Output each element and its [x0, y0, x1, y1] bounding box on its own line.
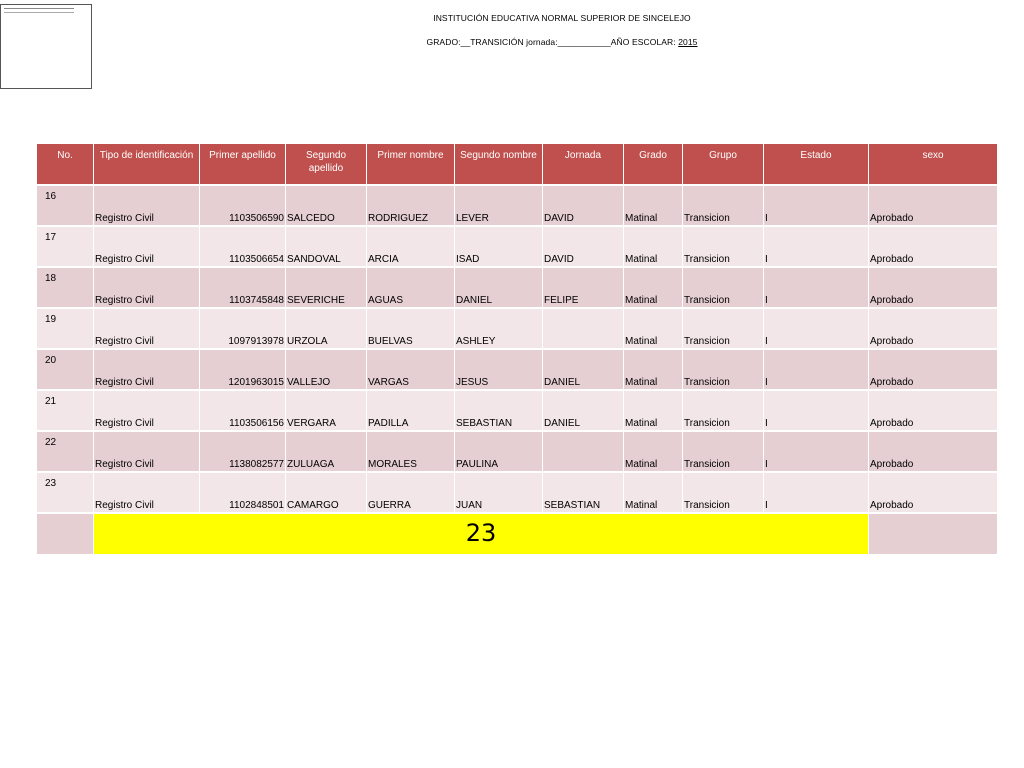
- status-cell: Aprobado: [869, 473, 997, 512]
- student-roster-table: [36, 142, 998, 556]
- first-surname-cell: SALCEDO: [286, 186, 366, 225]
- status-cell: Aprobado: [869, 186, 997, 225]
- grade-cell: Transicion: [683, 391, 763, 430]
- student-total-count: 23: [94, 514, 868, 554]
- row-number-cell: 21: [37, 391, 93, 430]
- second-name-cell: [543, 432, 623, 471]
- row-number-cell: 22: [37, 432, 93, 471]
- table-row: [37, 473, 997, 512]
- second-name-cell: SEBASTIAN: [543, 473, 623, 512]
- group-cell: I: [764, 227, 868, 266]
- institution-title: INSTITUCIÓN EDUCATIVA NORMAL SUPERIOR DE SINCELEJO: [433, 13, 691, 23]
- id-number-cell: 1201963015: [200, 350, 285, 389]
- group-cell: I: [764, 473, 868, 512]
- table-row: [37, 432, 997, 471]
- grade-line-text: GRADO:__TRANSICIÓN jornada:___________AÑO ESCOLAR:: [426, 37, 679, 47]
- second-surname-cell: ARCIA: [367, 227, 454, 266]
- logo-caption: [4, 8, 74, 13]
- grade-cell: Transicion: [683, 432, 763, 471]
- col-segundo-apellido-header: Segundo apellido: [286, 144, 366, 184]
- first-name-cell: LEVER: [455, 186, 542, 225]
- status-cell: Aprobado: [869, 432, 997, 471]
- col-no-header: No.: [37, 144, 93, 184]
- id-type-cell: Registro Civil: [94, 350, 199, 389]
- first-surname-cell: VALLEJO: [286, 350, 366, 389]
- second-surname-cell: AGUAS: [367, 268, 454, 307]
- row-number-cell: 20: [37, 350, 93, 389]
- table-row: [37, 350, 997, 389]
- row-number-cell: 19: [37, 309, 93, 348]
- id-number-cell: 1103506156: [200, 391, 285, 430]
- status-cell: Aprobado: [869, 391, 997, 430]
- second-name-cell: [543, 309, 623, 348]
- col-grado-header: Grado: [624, 144, 682, 184]
- col-estado-header: Estado: [764, 144, 868, 184]
- status-cell: Aprobado: [869, 227, 997, 266]
- id-type-cell: Registro Civil: [94, 391, 199, 430]
- table-row: [37, 391, 997, 430]
- id-type-cell: Registro Civil: [94, 432, 199, 471]
- table-body: [37, 186, 997, 554]
- first-name-cell: ISAD: [455, 227, 542, 266]
- id-type-cell: Registro Civil: [94, 186, 199, 225]
- status-cell: Aprobado: [869, 350, 997, 389]
- row-number-cell: 23: [37, 473, 93, 512]
- id-number-cell: 1102848501: [200, 473, 285, 512]
- first-name-cell: JUAN: [455, 473, 542, 512]
- table-row: [37, 227, 997, 266]
- table-header-row: [37, 144, 997, 184]
- group-cell: I: [764, 350, 868, 389]
- second-surname-cell: VARGAS: [367, 350, 454, 389]
- school-year: 2015: [678, 37, 698, 47]
- first-surname-cell: VERGARA: [286, 391, 366, 430]
- status-cell: Aprobado: [869, 268, 997, 307]
- col-jornada-header: Jornada: [543, 144, 623, 184]
- id-type-cell: Registro Civil: [94, 309, 199, 348]
- id-number-cell: 1103506590: [200, 186, 285, 225]
- second-name-cell: DANIEL: [543, 350, 623, 389]
- group-cell: I: [764, 391, 868, 430]
- grade-cell: Transicion: [683, 473, 763, 512]
- second-name-cell: DAVID: [543, 186, 623, 225]
- shift-cell: Matinal: [624, 432, 682, 471]
- table-row: [37, 309, 997, 348]
- first-surname-cell: ZULUAGA: [286, 432, 366, 471]
- group-cell: I: [764, 309, 868, 348]
- id-type-cell: Registro Civil: [94, 473, 199, 512]
- second-surname-cell: PADILLA: [367, 391, 454, 430]
- total-spacer-right: [869, 514, 997, 554]
- status-cell: Aprobado: [869, 309, 997, 348]
- col-sexo-header: sexo: [869, 144, 997, 184]
- id-number-cell: 1103506654: [200, 227, 285, 266]
- shift-cell: Matinal: [624, 350, 682, 389]
- row-number-cell: 16: [37, 186, 93, 225]
- first-name-cell: DANIEL: [455, 268, 542, 307]
- shift-cell: Matinal: [624, 391, 682, 430]
- group-cell: I: [764, 186, 868, 225]
- group-cell: I: [764, 432, 868, 471]
- first-name-cell: PAULINA: [455, 432, 542, 471]
- shift-cell: Matinal: [624, 473, 682, 512]
- col-primer-nombre-header: Primer nombre: [367, 144, 454, 184]
- id-number-cell: 1138082577: [200, 432, 285, 471]
- first-name-cell: ASHLEY: [455, 309, 542, 348]
- grade-cell: Transicion: [683, 227, 763, 266]
- second-name-cell: FELIPE: [543, 268, 623, 307]
- col-segundo-nombre-header: Segundo nombre: [455, 144, 542, 184]
- first-surname-cell: SEVERICHE: [286, 268, 366, 307]
- second-name-cell: DAVID: [543, 227, 623, 266]
- id-type-cell: Registro Civil: [94, 227, 199, 266]
- first-name-cell: SEBASTIAN: [455, 391, 542, 430]
- second-surname-cell: RODRIGUEZ: [367, 186, 454, 225]
- col-primer-apellido-header: Primer apellido: [200, 144, 285, 184]
- second-name-cell: DANIEL: [543, 391, 623, 430]
- first-name-cell: JESUS: [455, 350, 542, 389]
- first-surname-cell: URZOLA: [286, 309, 366, 348]
- second-surname-cell: MORALES: [367, 432, 454, 471]
- total-row: [37, 514, 997, 554]
- grade-cell: Transicion: [683, 268, 763, 307]
- first-surname-cell: CAMARGO: [286, 473, 366, 512]
- shift-cell: Matinal: [624, 227, 682, 266]
- second-surname-cell: GUERRA: [367, 473, 454, 512]
- id-number-cell: 1097913978: [200, 309, 285, 348]
- grade-line: [300, 37, 824, 47]
- group-cell: I: [764, 268, 868, 307]
- id-number-cell: 1103745848: [200, 268, 285, 307]
- grade-cell: Transicion: [683, 350, 763, 389]
- second-surname-cell: BUELVAS: [367, 309, 454, 348]
- table-row: [37, 186, 997, 225]
- shift-cell: Matinal: [624, 268, 682, 307]
- row-number-cell: 18: [37, 268, 93, 307]
- total-spacer-left: [37, 514, 93, 554]
- col-grupo-header: Grupo: [683, 144, 763, 184]
- shift-cell: Matinal: [624, 186, 682, 225]
- logo-placeholder: [0, 4, 92, 89]
- grade-cell: Transicion: [683, 186, 763, 225]
- row-number-cell: 17: [37, 227, 93, 266]
- col-tipo-identificacion-header: Tipo de identificación: [94, 144, 199, 184]
- first-surname-cell: SANDOVAL: [286, 227, 366, 266]
- table-row: [37, 268, 997, 307]
- id-type-cell: Registro Civil: [94, 268, 199, 307]
- shift-cell: Matinal: [624, 309, 682, 348]
- grade-cell: Transicion: [683, 309, 763, 348]
